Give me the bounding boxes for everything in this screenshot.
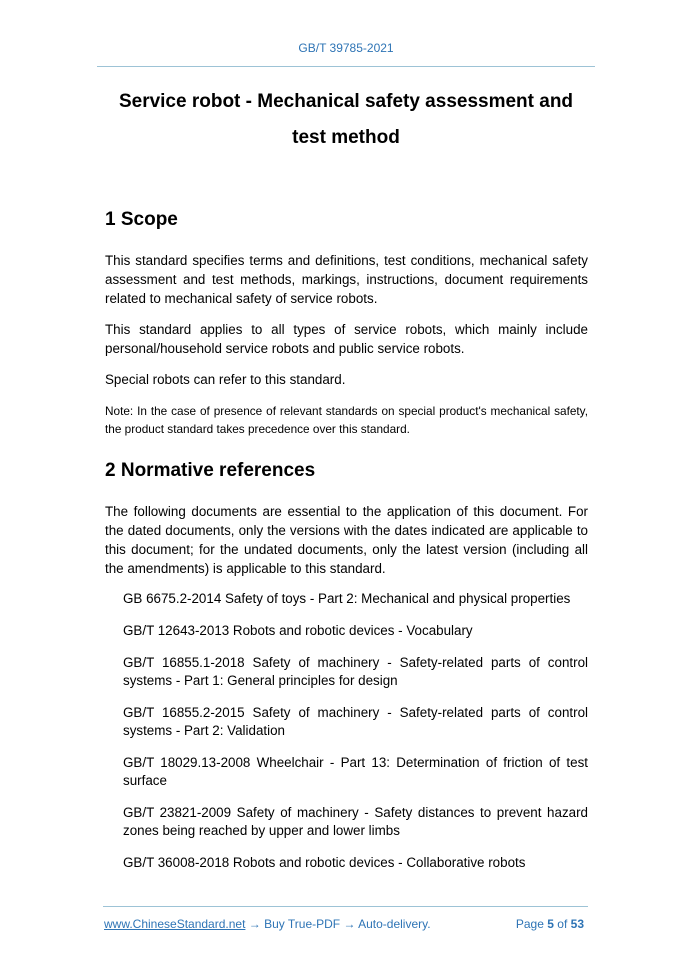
reference-item: GB 6675.2-2014 Safety of toys - Part 2: Mechanical and physical properties — [123, 591, 571, 606]
document-title: Service robot - Mechanical safety assessment and test method — [118, 91, 574, 148]
scope-paragraph-1: This standard specifies terms and definitions, test conditions, mechanical safety assessment and test methods, markings, instructions, document requirements related to mechanical safety of service robots. — [105, 253, 588, 306]
page-label: Page — [515, 917, 544, 931]
page-current: 5 — [547, 917, 554, 931]
page-header: GB/T 39785-2021 — [298, 41, 394, 55]
page-indicator — [516, 916, 584, 932]
page-total: 53 — [570, 917, 584, 931]
reference-item: GB/T 16855.2-2015 Safety of machinery - Safety-related parts of control systems - Part 2: Validation — [123, 705, 588, 738]
page-of-label: of — [557, 917, 568, 931]
reference-item: GB/T 16855.1-2018 Safety of machinery - Safety-related parts of control systems - Part 1: General principles for design — [123, 655, 588, 688]
scope-note: Note: In the case of presence of relevant standards on special product's mechanical safety, the product standard takes precedence over this standard. — [105, 404, 588, 436]
reference-item: GB/T 36008-2018 Robots and robotic devices - Collaborative robots — [123, 855, 526, 870]
page-footer — [104, 916, 589, 932]
reference-item: GB/T 12643-2013 Robots and robotic devices - Vocabulary — [123, 623, 473, 638]
chinesestandard-link[interactable]: www.ChineseStandard.net — [104, 917, 246, 931]
header-divider — [97, 66, 595, 67]
scope-paragraph-3: Special robots can refer to this standard. — [105, 372, 346, 387]
footer-divider — [103, 906, 588, 907]
normative-references-intro: The following documents are essential to the application of this document. For the dated documents, only the versions with the dates indicated are applicable to this document; for the undated documents, only the latest version (including all the amendments) is applicable to this standard. — [105, 504, 588, 576]
section-heading-normative-references: 2 Normative references — [105, 460, 316, 481]
footer-promo-text: → Buy True-PDF → Auto-delivery. — [245, 917, 431, 931]
reference-item: GB/T 18029.13-2008 Wheelchair - Part 13: Determination of friction of test surface — [123, 755, 588, 788]
reference-item: GB/T 23821-2009 Safety of machinery - Safety distances to prevent hazard zones being reached by upper and lower limbs — [123, 805, 588, 838]
section-heading-scope: 1 Scope — [105, 209, 178, 230]
scope-paragraph-2: This standard applies to all types of service robots, which mainly include personal/household service robots and public service robots. — [105, 322, 588, 356]
